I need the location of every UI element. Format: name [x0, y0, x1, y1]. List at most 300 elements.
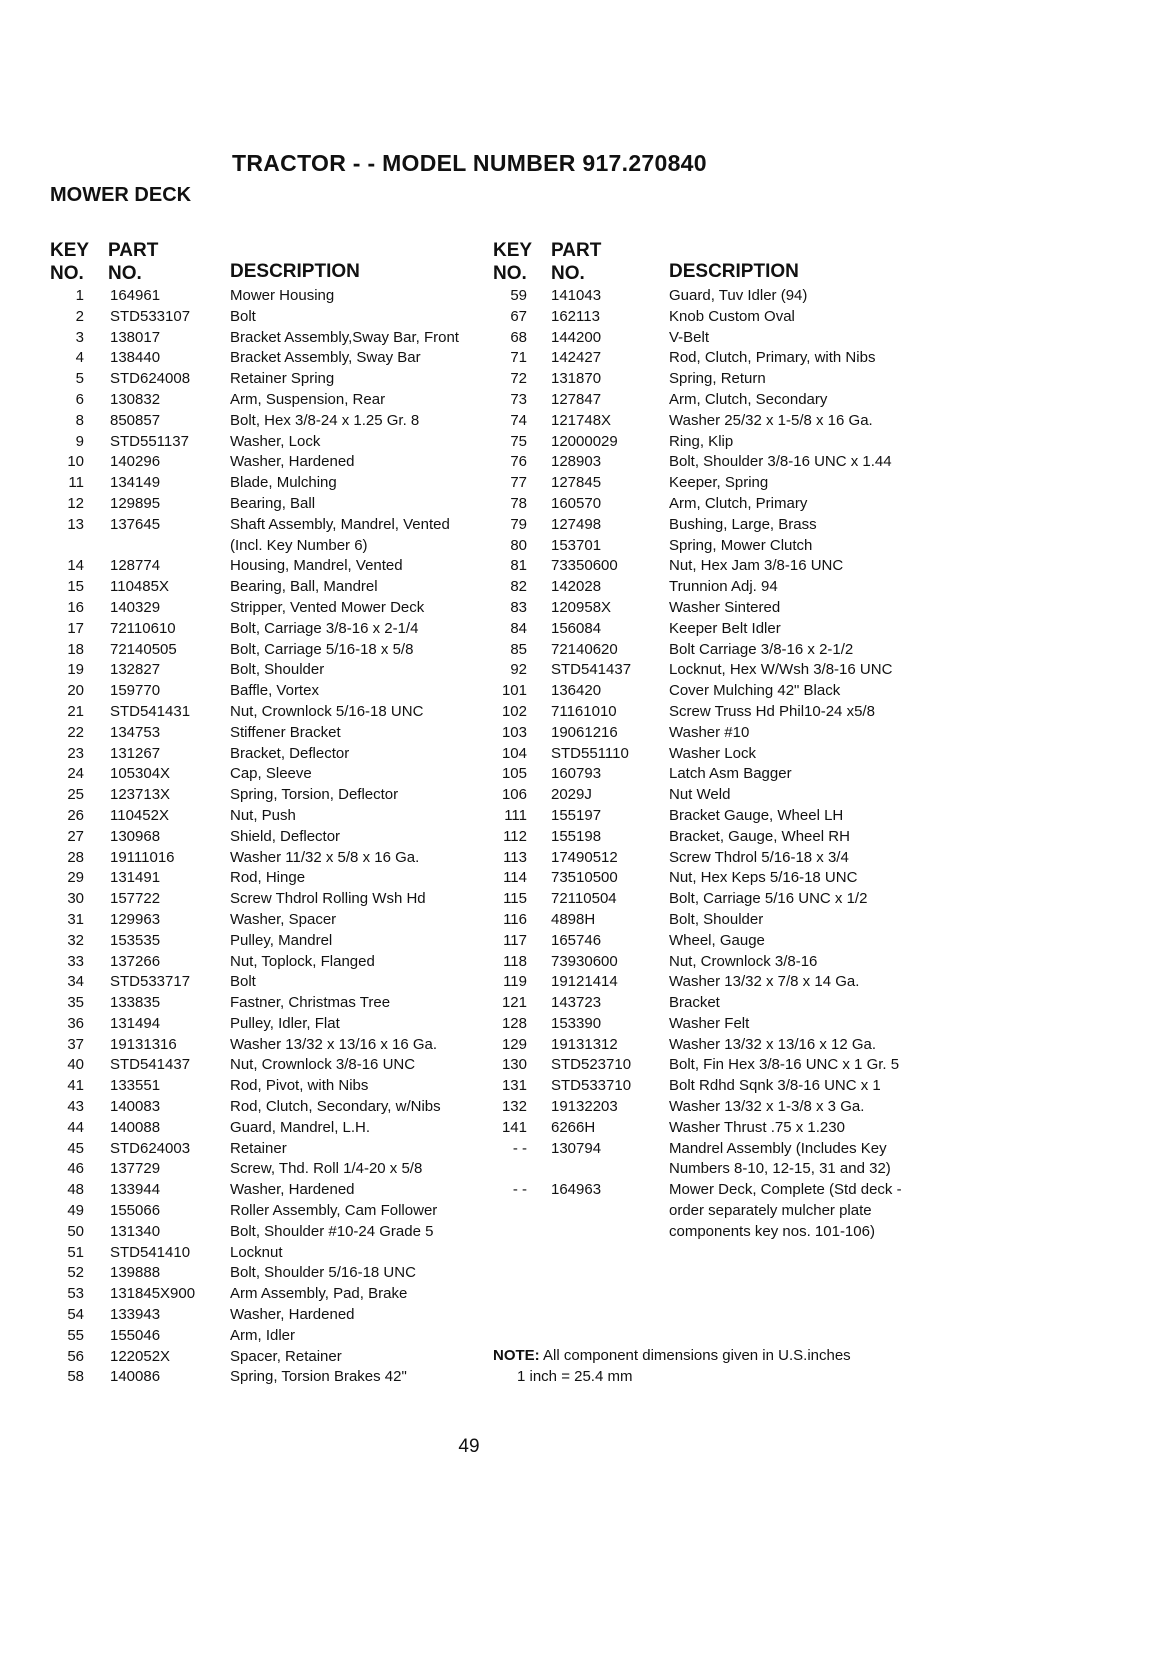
- part-number: 72140505: [110, 640, 177, 658]
- key-number: 71: [510, 349, 527, 367]
- part-description: Baffle, Vortex: [230, 682, 319, 700]
- part-number: 131845X900: [110, 1285, 196, 1303]
- part-description: Trunnion Adj. 94: [669, 578, 778, 596]
- part-number: 140296: [110, 453, 161, 471]
- part-description: Bracket Assembly,Sway Bar, Front: [230, 328, 459, 346]
- key-number: 3: [75, 328, 84, 346]
- section-title: MOWER DECK: [50, 184, 192, 206]
- part-number: 123713X: [110, 786, 171, 804]
- part-description: Bracket, Deflector: [230, 744, 350, 762]
- part-number: 153535: [110, 931, 161, 949]
- part-number: 137729: [110, 1160, 161, 1178]
- part-number: 128774: [110, 557, 161, 575]
- part-number: 73510500: [551, 869, 618, 887]
- part-description: Bolt, Shoulder 3/8-16 UNC x 1.44: [669, 453, 892, 471]
- part-description: Pulley, Idler, Flat: [230, 1014, 340, 1032]
- table-row: [50, 681, 490, 702]
- key-number: 11: [68, 474, 84, 492]
- table-row: [50, 1014, 490, 1035]
- part-description: Wheel, Gauge: [669, 931, 765, 949]
- key-number: 116: [503, 910, 527, 928]
- part-number: 17490512: [551, 848, 618, 866]
- key-number: 16: [67, 598, 84, 616]
- table-row: [50, 1076, 490, 1097]
- key-number: 141: [501, 1118, 527, 1136]
- part-description: Ring, Klip: [669, 432, 734, 450]
- part-description: Mower Deck, Complete (Std deck - order separately mulcher plate components key nos. 101-106): [669, 1181, 902, 1240]
- part-number: STD541437: [110, 1056, 191, 1074]
- part-number: 153390: [551, 1014, 602, 1032]
- part-description: Washer 13/32 x 13/16 x 12 Ga.: [669, 1035, 877, 1053]
- table-row: [493, 619, 953, 640]
- table-row: [50, 515, 490, 557]
- part-description: Arm Assembly, Pad, Brake: [230, 1285, 408, 1303]
- part-description: Screw Thdrol 5/16-18 x 3/4: [669, 848, 849, 866]
- part-description: Bracket Gauge, Wheel LH: [669, 806, 844, 824]
- table-row: [493, 952, 953, 973]
- part-description: Washer 13/32 x 13/16 x 16 Ga.: [230, 1035, 438, 1053]
- part-description: Washer Thrust .75 x 1.230: [669, 1118, 845, 1136]
- key-number: 20: [67, 682, 84, 700]
- table-row: [50, 1347, 490, 1368]
- part-number: 141043: [551, 287, 602, 304]
- part-description: Bolt: [230, 973, 256, 991]
- table-row: [493, 660, 953, 681]
- part-description: Washer Sintered: [669, 598, 781, 616]
- part-description: Bolt, Fin Hex 3/8-16 UNC x 1 Gr. 5: [669, 1056, 900, 1074]
- key-number: 5: [75, 370, 84, 388]
- table-row: [50, 1305, 490, 1326]
- key-number: 84: [510, 619, 527, 637]
- part-number: 165746: [551, 931, 602, 949]
- table-row: [50, 889, 490, 910]
- part-description: Guard, Mandrel, L.H.: [230, 1118, 371, 1136]
- table-row: [493, 1014, 953, 1035]
- part-description: Nut, Hex Jam 3/8-16 UNC: [669, 557, 844, 575]
- part-number: 155198: [551, 827, 602, 845]
- part-description: Stripper, Vented Mower Deck: [230, 598, 425, 616]
- part-number: 131491: [110, 869, 161, 887]
- part-description: Rod, Clutch, Secondary, w/Nibs: [230, 1098, 441, 1116]
- key-number: 8: [75, 411, 84, 429]
- part-number: 127498: [551, 515, 602, 533]
- key-header: KEY: [493, 240, 533, 261]
- part-description: Nut, Hex Keps 5/16-18 UNC: [669, 869, 858, 887]
- part-number: 12000029: [551, 432, 618, 450]
- part-number: 122052X: [110, 1347, 171, 1365]
- table-row: [50, 1180, 490, 1201]
- part-description: Washer 13/32 x 7/8 x 14 Ga.: [669, 973, 860, 991]
- table-row: [493, 1055, 953, 1076]
- table-row: [50, 785, 490, 806]
- table-row: [50, 972, 490, 993]
- part-description: Washer, Spacer: [230, 910, 337, 928]
- part-number: 132827: [110, 661, 161, 679]
- part-number: 130794: [551, 1139, 602, 1157]
- key-number: 33: [67, 952, 84, 970]
- table-row: [50, 702, 490, 723]
- key-number: 113: [503, 848, 527, 866]
- table-row: [50, 993, 490, 1014]
- part-number: 121748X: [551, 411, 612, 429]
- table-row: [493, 827, 953, 848]
- key-number: - -: [512, 1139, 527, 1157]
- part-description: Screw Thdrol Rolling Wsh Hd: [230, 890, 426, 908]
- part-number: 129895: [110, 494, 161, 512]
- key-number: 9: [75, 432, 84, 450]
- key-number: 118: [503, 952, 527, 970]
- part-number: 110485X: [110, 578, 169, 596]
- part-description: Bracket, Gauge, Wheel RH: [669, 827, 850, 845]
- key-number: 117: [503, 931, 527, 949]
- part-number: 71161010: [551, 702, 617, 720]
- part-number: 19061216: [551, 723, 618, 741]
- table-row: [50, 868, 490, 889]
- key-number: 4: [75, 349, 84, 367]
- part-description: Rod, Hinge: [230, 869, 306, 887]
- table-row: [493, 785, 953, 806]
- part-description: Mandrel Assembly (Includes Key Numbers 8-10, 12-15, 31 and 32): [669, 1139, 891, 1178]
- table-row: [50, 369, 490, 390]
- part-description: Bolt, Carriage 3/8-16 x 2-1/4: [230, 619, 419, 637]
- part-description: Keeper, Spring: [669, 474, 769, 492]
- table-row: [493, 556, 953, 577]
- table-row: [50, 764, 490, 785]
- table-row: [50, 348, 490, 369]
- table-row: [50, 432, 490, 453]
- part-description: Nut, Crownlock 3/8-16: [669, 952, 818, 970]
- key-number: 15: [67, 578, 84, 596]
- part-number: 139888: [110, 1264, 161, 1282]
- key-number: 28: [67, 848, 84, 866]
- part-number: 850857: [110, 411, 161, 429]
- part-description: Bearing, Ball: [230, 494, 316, 512]
- part-number: 136420: [551, 682, 602, 700]
- part-description: Washer 25/32 x 1-5/8 x 16 Ga.: [669, 411, 873, 429]
- part-no-header: NO.: [108, 263, 142, 284]
- table-row: [493, 1118, 953, 1139]
- key-number: 46: [67, 1160, 84, 1178]
- part-description: Arm, Clutch, Secondary: [669, 390, 828, 408]
- part-description: Washer 13/32 x 1-3/8 x 3 Ga.: [669, 1098, 865, 1116]
- key-number: 18: [67, 640, 84, 658]
- key-number: 59: [510, 287, 527, 304]
- key-number: 23: [67, 744, 84, 762]
- key-number: 106: [501, 786, 527, 804]
- table-row: [50, 1284, 490, 1305]
- parts-list: [493, 286, 953, 1243]
- part-description: Shaft Assembly, Mandrel, Vented (Incl. Key Number 6): [230, 515, 450, 554]
- key-number: 12: [67, 494, 84, 512]
- part-number: STD551137: [110, 432, 189, 450]
- part-description: Washer, Hardened: [230, 453, 355, 471]
- table-row: [50, 1159, 490, 1180]
- table-row: [493, 411, 953, 432]
- key-number: 131: [501, 1077, 527, 1095]
- key-number: 36: [67, 1014, 84, 1032]
- part-number: 19111016: [110, 848, 175, 866]
- part-description: Bracket Assembly, Sway Bar: [230, 349, 421, 367]
- table-row: [493, 577, 953, 598]
- part-description: Spring, Torsion Brakes 42": [230, 1368, 407, 1386]
- table-row: [493, 473, 953, 494]
- part-number: 142427: [551, 349, 602, 367]
- table-row: [493, 764, 953, 785]
- part-description: Retainer: [230, 1139, 287, 1157]
- part-number: 2029J: [551, 786, 592, 804]
- part-number: 131870: [551, 370, 602, 388]
- key-number: 26: [67, 806, 84, 824]
- key-number: 40: [67, 1056, 84, 1074]
- table-row: [493, 432, 953, 453]
- part-header: PART: [551, 240, 602, 261]
- key-number: 37: [67, 1035, 84, 1053]
- part-description: Nut, Crownlock 3/8-16 UNC: [230, 1056, 416, 1074]
- part-description: Nut Weld: [669, 786, 731, 804]
- part-number: 72110504: [551, 890, 617, 908]
- table-row: [50, 744, 490, 765]
- part-number: 73350600: [551, 557, 618, 575]
- key-number: 14: [67, 557, 84, 575]
- table-row: [50, 1139, 490, 1160]
- key-number: 68: [510, 328, 527, 346]
- key-number: 75: [510, 432, 527, 450]
- part-number: 140086: [110, 1368, 161, 1386]
- part-description: Guard, Tuv Idler (94): [669, 287, 808, 304]
- part-number: 138017: [110, 328, 161, 346]
- part-number: 137266: [110, 952, 161, 970]
- key-number: 51: [67, 1243, 84, 1261]
- part-description: Bolt: [230, 307, 256, 325]
- key-number: 101: [501, 682, 527, 700]
- key-number: 21: [67, 702, 84, 720]
- part-number: STD533710: [551, 1077, 632, 1095]
- table-row: [50, 660, 490, 681]
- part-number: 164963: [551, 1181, 602, 1199]
- part-number: 19131316: [110, 1035, 177, 1053]
- table-row: [493, 889, 953, 910]
- table-row: [493, 452, 953, 473]
- part-number: 140083: [110, 1098, 161, 1116]
- key-number: 50: [67, 1222, 84, 1240]
- part-number: 134753: [110, 723, 161, 741]
- key-number: 103: [501, 723, 527, 741]
- key-number: 56: [67, 1347, 84, 1365]
- part-description: Knob Custom Oval: [669, 307, 795, 325]
- key-number: 115: [503, 890, 527, 908]
- part-description: Bracket: [669, 994, 720, 1012]
- key-no-header: NO.: [493, 263, 527, 284]
- part-number: 133943: [110, 1306, 161, 1324]
- table-row: [50, 452, 490, 473]
- part-number: STD624003: [110, 1139, 191, 1157]
- part-description: Nut, Toplock, Flanged: [230, 952, 375, 970]
- table-row: [493, 598, 953, 619]
- key-number: 72: [510, 370, 527, 388]
- key-number: 52: [67, 1264, 84, 1282]
- table-row: [493, 307, 953, 328]
- key-number: 67: [510, 307, 527, 325]
- part-number: 131267: [110, 744, 161, 762]
- key-number: 55: [67, 1326, 84, 1344]
- part-number: 160570: [551, 494, 602, 512]
- key-number: 102: [501, 702, 527, 720]
- table-row: [493, 848, 953, 869]
- part-description: Cover Mulching 42" Black: [669, 682, 841, 700]
- table-row: [50, 328, 490, 349]
- part-description: Bolt, Shoulder 5/16-18 UNC: [230, 1264, 416, 1282]
- part-number: 110452X: [110, 806, 169, 824]
- part-description: Nut, Push: [230, 806, 296, 824]
- part-description: Keeper Belt Idler: [669, 619, 781, 637]
- key-number: 121: [501, 994, 527, 1012]
- part-number: 143723: [551, 994, 602, 1012]
- part-number: 120958X: [551, 598, 612, 616]
- part-description: Bolt Carriage 3/8-16 x 2-1/2: [669, 640, 854, 658]
- part-description: Screw Truss Hd Phil10-24 x5/8: [669, 702, 875, 720]
- key-number: 32: [67, 931, 84, 949]
- key-number: 54: [67, 1306, 84, 1324]
- table-row: [493, 723, 953, 744]
- part-description: Housing, Mandrel, Vented: [230, 557, 403, 575]
- table-row: [493, 494, 953, 515]
- key-number: 79: [510, 515, 527, 533]
- key-number: 10: [67, 453, 84, 471]
- table-row: [493, 1139, 953, 1181]
- key-number: 48: [67, 1181, 84, 1199]
- part-description: Nut, Crownlock 5/16-18 UNC: [230, 702, 424, 720]
- key-number: 74: [510, 411, 527, 429]
- key-number: 41: [67, 1077, 84, 1095]
- key-no-header: NO.: [50, 263, 84, 284]
- part-description: Washer Lock: [669, 744, 756, 762]
- table-row: [493, 1076, 953, 1097]
- part-description: Washer, Lock: [230, 432, 321, 450]
- part-number: 134149: [110, 474, 161, 492]
- part-number: 130968: [110, 827, 161, 845]
- key-number: 35: [67, 994, 84, 1012]
- part-number: 153701: [551, 536, 602, 554]
- part-description: Fastner, Christmas Tree: [230, 994, 391, 1012]
- part-number: STD533717: [110, 973, 191, 991]
- part-number: 72110610: [110, 619, 176, 637]
- part-description: Shield, Deflector: [230, 827, 341, 845]
- key-number: 25: [67, 786, 84, 804]
- key-number: 92: [510, 661, 527, 679]
- key-number: 132: [501, 1098, 527, 1116]
- table-row: [50, 577, 490, 598]
- key-number: 128: [501, 1014, 527, 1032]
- table-row: [50, 619, 490, 640]
- table-row: [50, 556, 490, 577]
- table-row: [493, 369, 953, 390]
- note-conversion: 1 inch = 25.4 mm: [517, 1368, 633, 1385]
- key-number: 58: [67, 1368, 84, 1386]
- table-row: [50, 910, 490, 931]
- part-number: 159770: [110, 682, 161, 700]
- part-number: STD523710: [551, 1056, 632, 1074]
- table-row: [493, 328, 953, 349]
- part-description: Roller Assembly, Cam Follower: [230, 1202, 438, 1220]
- part-number: 19131312: [551, 1035, 618, 1053]
- part-number: 164961: [110, 287, 161, 304]
- key-number: 112: [503, 827, 527, 845]
- key-number: - -: [512, 1181, 527, 1199]
- key-number: 104: [501, 744, 527, 762]
- part-number: STD624008: [110, 370, 191, 388]
- table-row: [493, 910, 953, 931]
- part-description: Washer 11/32 x 5/8 x 16 Ga.: [230, 848, 420, 866]
- key-number: 82: [510, 578, 527, 596]
- key-number: 29: [67, 869, 84, 887]
- key-number: 6: [75, 390, 84, 408]
- table-row: [50, 494, 490, 515]
- parts-column-right: [493, 240, 953, 1243]
- part-description: Bushing, Large, Brass: [669, 515, 817, 533]
- key-number: 24: [67, 765, 84, 783]
- table-row: [50, 723, 490, 744]
- key-number: 1: [75, 287, 84, 304]
- table-row: [50, 848, 490, 869]
- table-row: [493, 1035, 953, 1056]
- part-no-header: NO.: [551, 263, 585, 284]
- table-row: [50, 473, 490, 494]
- key-number: 119: [503, 973, 527, 991]
- part-header: PART: [108, 240, 159, 261]
- key-number: 105: [501, 765, 527, 783]
- part-number: 156084: [551, 619, 602, 637]
- key-number: 129: [501, 1035, 527, 1053]
- part-number: 130832: [110, 390, 161, 408]
- table-row: [50, 1263, 490, 1284]
- key-number: 30: [67, 890, 84, 908]
- part-description: Washer #10: [669, 723, 750, 741]
- part-description: Arm, Clutch, Primary: [669, 494, 808, 512]
- key-number: 49: [67, 1202, 84, 1220]
- table-row: [50, 598, 490, 619]
- part-description: Bolt, Shoulder: [230, 661, 325, 679]
- table-row: [493, 390, 953, 411]
- table-row: [50, 1118, 490, 1139]
- part-number: 131340: [110, 1222, 161, 1240]
- part-description: Bolt Rdhd Sqnk 3/8-16 UNC x 1: [669, 1077, 881, 1095]
- part-number: 73930600: [551, 952, 618, 970]
- key-number: 73: [510, 390, 527, 408]
- table-row: [493, 515, 953, 536]
- key-number: 44: [67, 1118, 84, 1136]
- part-number: 137645: [110, 515, 161, 533]
- table-row: [50, 1367, 490, 1388]
- key-number: 81: [510, 557, 527, 575]
- part-number: 72140620: [551, 640, 618, 658]
- key-number: 83: [510, 598, 527, 616]
- part-number: 142028: [551, 578, 602, 596]
- part-number: 127847: [551, 390, 602, 408]
- part-number: 162113: [551, 307, 600, 325]
- part-number: 4898H: [551, 910, 596, 928]
- part-number: STD533107: [110, 307, 191, 325]
- page-title: TRACTOR - - MODEL NUMBER 917.270840: [232, 150, 707, 176]
- part-description: Washer Felt: [669, 1014, 750, 1032]
- table-row: [493, 286, 953, 307]
- part-number: 128903: [551, 453, 602, 471]
- part-number: 19121414: [551, 973, 618, 991]
- table-row: [493, 972, 953, 993]
- column-header: [50, 240, 490, 286]
- part-number: STD541410: [110, 1243, 191, 1261]
- table-row: [493, 993, 953, 1014]
- key-number: 76: [510, 453, 527, 471]
